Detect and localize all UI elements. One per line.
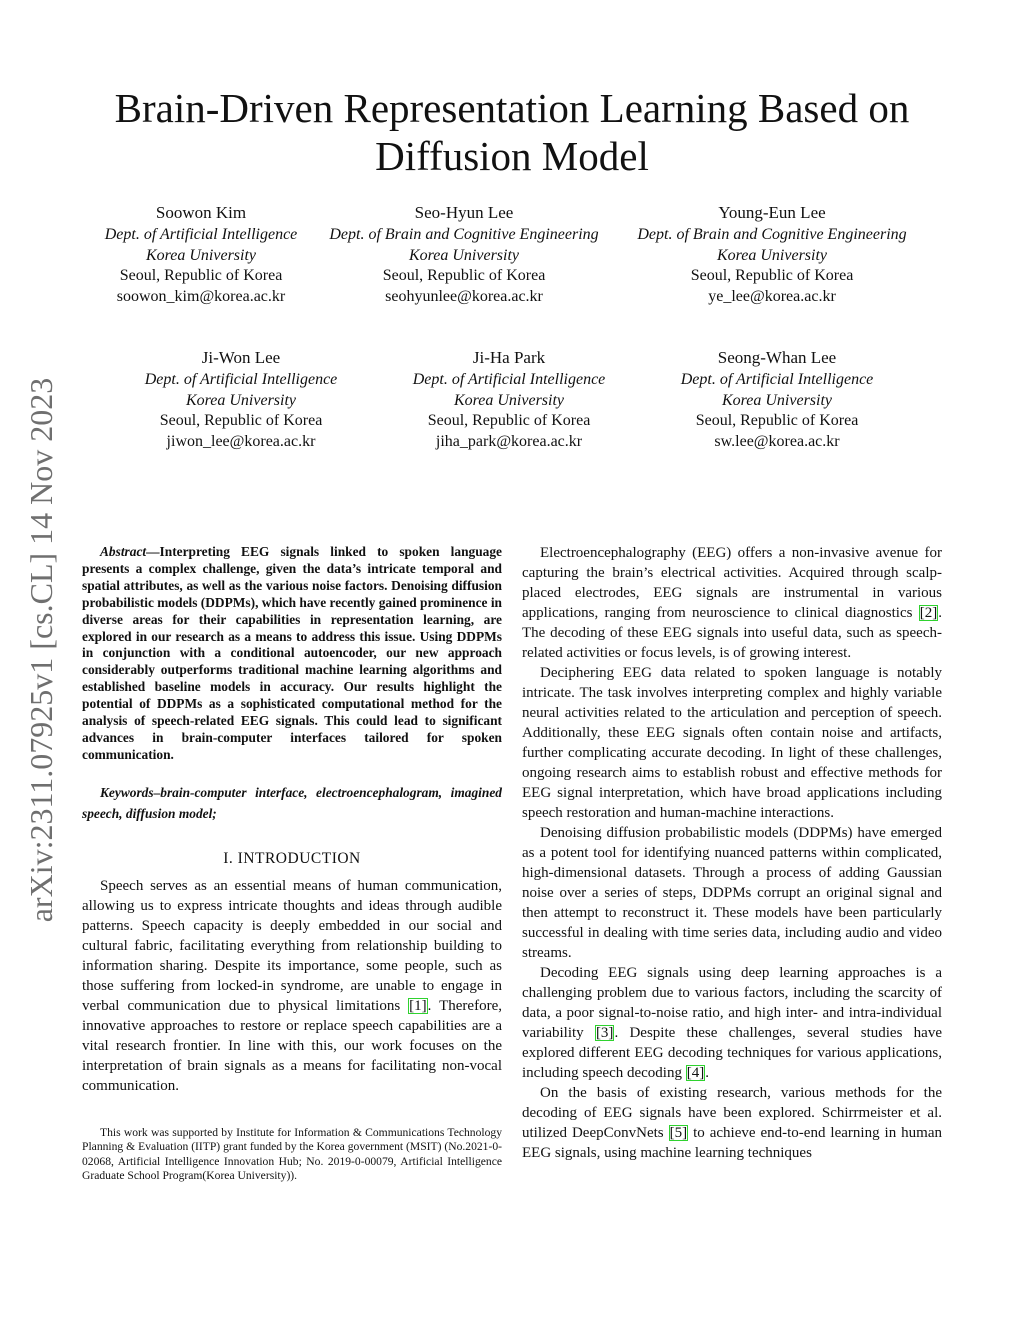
author-email[interactable]: sw.lee@korea.ac.kr	[714, 432, 840, 450]
author-email[interactable]: ye_lee@korea.ac.kr	[708, 287, 836, 305]
author-name: Ji-Won Lee	[201, 348, 281, 367]
keywords-text: Keywords–brain-computer interface, electroencephalogram, imagined speech, diffusion model;	[82, 785, 502, 821]
author-location: Seoul, Republic of Korea	[119, 267, 283, 285]
author-dept: Dept. of Brain and Cognitive Engineering	[637, 226, 907, 243]
paragraph-text: to achieve end-to-end learning in human EEG signals, using machine learning techniques	[522, 1125, 943, 1161]
author-block	[612, 201, 932, 307]
author-block	[617, 346, 937, 452]
paragraph: Deciphering EEG data related to spoken language is notably intricate. The task involves interpreting complex and highly variable neural activities related to the articulation and perception of speech. Additionally, these EEG signals often contain noise and artifacts, further complicating accurate decoding. In light of these challenges, ongoing research aims to establish robust and effective methods for EEG signal interpretation, which have broad applications including speech restoration and human-machine interactions.	[522, 665, 942, 821]
author-name: Seo-Hyun Lee	[414, 203, 514, 222]
author-university: Korea University	[716, 246, 828, 264]
paragraph-text: . Therefore, innovative approaches to restore or replace speech capabilities are a vital research frontier. In line with this, our work focuses on the interpretation of brain signals as a means for facilitating non-vocal communication.	[82, 998, 502, 1094]
author-dept: Dept. of Artificial Intelligence	[412, 371, 606, 388]
citation-link[interactable]: [3]	[595, 1025, 614, 1041]
arxiv-identifier-stamp	[14, 350, 68, 950]
citation-link[interactable]: [1]	[409, 998, 427, 1014]
paragraph: Denoising diffusion probabilistic models (DDPMs) have emerged as a potent tool for identifying nuanced patterns within complicated, high-dimensional datasets. Through a process of adding Gaussian noise over a series of steps, DDPMs corrupt an original signal and then attempt to reconstruct it. These models have been particularly successful in dealing with time series data, including audio and video streams.	[522, 825, 942, 961]
author-dept: Dept. of Artificial Intelligence	[104, 226, 298, 243]
introduction-body	[82, 876, 502, 1096]
author-name: Young-Eun Lee	[718, 203, 826, 222]
author-email[interactable]: seohyunlee@korea.ac.kr	[385, 287, 543, 305]
section-heading-introduction: I. INTRODUCTION	[223, 850, 361, 867]
author-email[interactable]: soowon_kim@korea.ac.kr	[116, 287, 286, 305]
paragraph-text: On the basis of existing research, various methods for the decoding of EEG signals have been explored. Schirrmeister et al. utilized DeepConvNets	[522, 1085, 942, 1141]
citation-link[interactable]: [5]	[669, 1125, 688, 1141]
author-dept: Dept. of Brain and Cognitive Engineering	[329, 226, 599, 243]
author-university: Korea University	[145, 246, 257, 264]
author-university: Korea University	[408, 246, 520, 264]
paragraph	[522, 1083, 942, 1163]
keywords	[82, 782, 502, 824]
author-name: Seong-Whan Lee	[717, 348, 837, 367]
author-location: Seoul, Republic of Korea	[382, 267, 546, 285]
author-university: Korea University	[453, 391, 565, 409]
author-dept: Dept. of Artificial Intelligence	[680, 371, 874, 388]
paragraph-text: .	[705, 1065, 709, 1081]
paragraph-text: . The decoding of these EEG signals into useful data, such as speech-related activities or focus levels, is of growing interest.	[522, 605, 942, 661]
paragraph-text: . Despite these challenges, several studies have explored different EEG decoding techniques for various applications, including speech decoding	[522, 1025, 942, 1081]
paragraph	[82, 876, 502, 1096]
abstract-text: —Interpreting EEG signals linked to spoken language presents a complex challenge, given the data’s intricate temporal and spatial attributes, as well as the various noise factors. Denoising diffusion probabilistic models (DDPMs), which have recently gained prominence in diverse areas for their capabilities in representation learning, are explored in our research as a means to address this issue. Using DDPMs in conjunction with a conditional autoencoder, our new approach considerably outperforms traditional machine learning algorithms and established baseline models in accuracy. Our results highlight the potential of DDPMs as a sophisticated computational method for the analysis of speech-related EEG signals. This could lead to significant advances in brain-computer interfaces tailored for spoken communication.	[82, 544, 502, 762]
abstract-lead: Abstract	[100, 544, 147, 559]
paragraph-text: Decoding EEG signals using deep learning approaches is a challenging problem due to various factors, including the scarcity of data, a poor signal-to-noise ratio, and high inter- and intra-individual variability	[522, 965, 942, 1041]
paragraph	[522, 963, 942, 1083]
citation-link[interactable]: [2]	[919, 605, 938, 621]
author-email[interactable]: jiha_park@korea.ac.kr	[435, 432, 583, 450]
footnote-text: This work was supported by Institute for Information & Communications Technology Planning & Evaluation (IITP) grant funded by the Korea government (MSIT) (No.2021-0-02068, Artificial Intelligence Innovation Hub; No. 2019-0-00079, Artificial Intelligence Graduate School Program(Korea University)).	[82, 1126, 502, 1183]
author-name: Soowon Kim	[155, 203, 247, 222]
author-dept: Dept. of Artificial Intelligence	[144, 371, 338, 388]
author-location: Seoul, Republic of Korea	[427, 412, 591, 430]
author-university: Korea University	[721, 391, 833, 409]
paragraph-text: Electroencephalography (EEG) offers a non-invasive avenue for capturing the brain’s electrical activities. Acquired through scalp-placed electrodes, EEG signals are instrumental in various applications, ranging from neuroscience to clinical diagnostics	[522, 545, 942, 621]
right-column-body	[522, 543, 942, 1163]
author-location: Seoul, Republic of Korea	[159, 412, 323, 430]
author-university: Korea University	[185, 391, 297, 409]
arxiv-identifier-text: arXiv:2311.07925v1 [cs.CL] 14 Nov 2023	[23, 377, 59, 923]
author-name: Ji-Ha Park	[472, 348, 546, 367]
paper-title: Brain-Driven Representation Learning Based on Diffusion Model	[114, 85, 910, 179]
author-block	[304, 201, 624, 307]
paragraph-text: Speech serves as an essential means of human communication, allowing us to express intricate thoughts and ideas through audible patterns. Speech capacity is deeply embedded in our social and cultural fabric, facilitating everything from relationship building to information sharing. Despite its importance, some people, such as those suffering from locked-in syndrome, are unable to engage in verbal communication due to physical limitations	[82, 878, 502, 1014]
paragraph	[522, 543, 942, 663]
author-location: Seoul, Republic of Korea	[695, 412, 859, 430]
funding-footnote	[82, 1126, 502, 1184]
citation-link[interactable]: [4]	[686, 1065, 705, 1081]
author-email[interactable]: jiwon_lee@korea.ac.kr	[166, 432, 316, 450]
abstract	[82, 544, 502, 764]
author-location: Seoul, Republic of Korea	[690, 267, 854, 285]
